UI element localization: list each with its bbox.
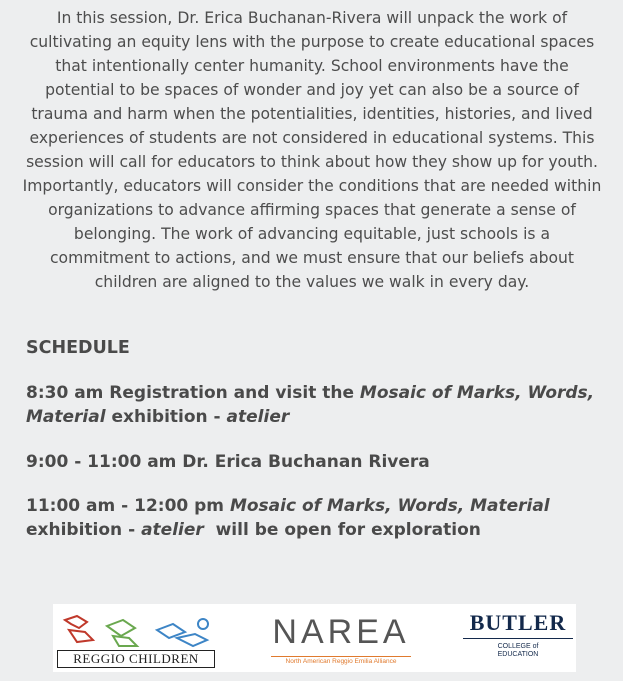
schedule-heading: SCHEDULE [26, 338, 130, 358]
session-description: In this session, Dr. Erica Buchanan-Rivera will unpack the work of cultivating an equity lens with the purpose to create educational spaces that intentionally center humanity. School environments have the potential to be spaces of wonder and joy yet can also be a source of trauma and harm when the potentialities, identities, histories, and lived experiences of students are not considered in educational systems. This session will call for educators to think about how they show up for youth. Importantly, educators will consider the conditions that are needed within organizations to advance affirming spaces that generate a sense of belonging. The work of advancing equitable, just schools is a commitment to actions, and we must ensure that our beliefs about children are aligned to the values we walk in every day. [22, 9, 602, 291]
exhibition-title: Mosaic of Marks, Words, Material [229, 496, 550, 516]
schedule-item-time: 9:00 - 11:00 am Dr. Erica Buchanan Rivera [26, 452, 430, 472]
schedule-item-exploration [26, 494, 606, 542]
butler-college-label: COLLEGE of [497, 643, 539, 650]
reggio-children-figures-icon [57, 610, 217, 652]
schedule-item-time: 8:30 am Registration and visit the [26, 383, 360, 403]
schedule-item-time: 11:00 am - 12:00 pm [26, 496, 230, 516]
exhibition-location: atelier [226, 407, 290, 427]
narea-wordmark: NAREA [272, 613, 410, 651]
exhibition-title: Mosaic of Marks, Words, Material [26, 383, 595, 427]
schedule-item-text: will be open for exploration [203, 520, 481, 540]
exhibition-location: atelier [141, 520, 204, 540]
schedule-item-registration [26, 381, 606, 429]
reggio-children-wordmark: REGGIO CHILDREN [57, 650, 215, 668]
sponsor-logos [53, 604, 576, 672]
butler-logo [463, 610, 573, 668]
reggio-children-logo [57, 610, 217, 668]
butler-wordmark: BUTLER [463, 610, 573, 639]
butler-education-label: EDUCATION [497, 651, 539, 658]
schedule-item-session [26, 450, 606, 474]
narea-logo [271, 612, 411, 668]
schedule-item-text: exhibition - [105, 407, 227, 427]
schedule-item-text: exhibition - [26, 520, 142, 540]
narea-tagline: North American Reggio Emilia Alliance [271, 656, 411, 665]
